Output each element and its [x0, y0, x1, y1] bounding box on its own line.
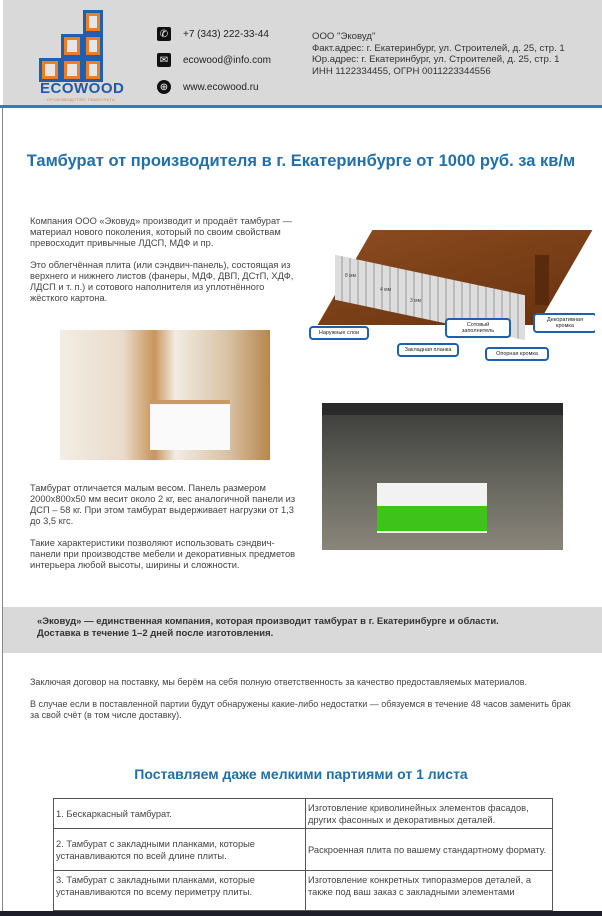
- globe-icon: ⊕: [157, 80, 171, 94]
- logo: [36, 10, 116, 82]
- table-cell: Раскроенная плита по вашему стандартному формату.: [306, 829, 553, 871]
- email-link[interactable]: ecowood@info.com: [183, 54, 271, 66]
- intro-paragraph: Это облегчённая плита (или сэндвич-панель), состоящая из верхнего и нижнего листов (фанеры, МДФ, ДВП, ДСтП, ХДФ, ЛДСП и т. п.) и сотового наполнителя из уплотнённого жёсткого картона.: [30, 260, 294, 303]
- table-cell: 2. Тамбурат с закладными планками, которые устанавливаются по всей длине плиты.: [54, 829, 306, 871]
- guarantee-text: [30, 677, 575, 721]
- table-cell: Изготовление конкретных типоразмеров деталей, а также под ваш заказ с закладными элементами: [306, 871, 553, 911]
- features-text: [30, 483, 302, 571]
- label-decorative-edge: Декоративная кромка: [533, 313, 595, 333]
- contact-website[interactable]: [157, 80, 259, 94]
- company-name: ООО "Эковуд": [312, 31, 376, 42]
- table-row: [54, 829, 553, 871]
- tamburat-diagram: [305, 195, 595, 365]
- company-legal-address: Юр.адрес: г. Екатеринбург, ул. Строителей, д. 25, стр. 1: [312, 54, 560, 65]
- table-row: [54, 799, 553, 829]
- phone-text[interactable]: +7 (343) 222-33-44: [183, 28, 269, 40]
- features-paragraph: Такие характеристики позволяют использовать сэндвич-панели при производстве мебели и декоративных предметов интерьера любой высоты, ширины и сложности.: [30, 538, 296, 570]
- label-outer-layers: Наружные слои: [309, 326, 369, 340]
- company-info: [312, 31, 565, 77]
- company-registration: ИНН 1122334455, ОГРН 0011223344556: [312, 65, 491, 77]
- highlight-line: «Эковуд» — единственная компания, которая производит тамбурат в г. Екатеринбурге и области.: [37, 616, 499, 627]
- label-support-edge: Опорная кромка: [485, 347, 549, 361]
- intro-paragraph: Компания ООО «Эковуд» производит и продаёт тамбурат — материал нового поколения, который по своим свойствам превосходит привычные ЛДСП, МДФ и пр.: [30, 216, 293, 248]
- contact-email[interactable]: [157, 53, 271, 67]
- highlight-line: Доставка в течение 1–2 дней после изготовления.: [37, 628, 274, 639]
- table-cell: Изготовление криволинейных элементов фасадов, других фасонных и декоративных деталей.: [306, 799, 553, 829]
- table-cell: 3. Тамбурат с закладными планками, которые устанавливаются по всему периметру плиты.: [54, 871, 306, 911]
- highlight-text: [37, 616, 499, 640]
- logo-tagline: ПРОИЗВОДСТВО ТАМБУРАТА: [47, 97, 116, 102]
- dim-label: 8 мм: [345, 273, 357, 279]
- mail-icon: ✉: [157, 53, 171, 67]
- table-cell: 1. Бескаркасный тамбурат.: [54, 799, 306, 829]
- contact-phone[interactable]: [157, 27, 269, 41]
- label-honeycomb: Сотовый заполнитель: [445, 318, 511, 338]
- guarantee-paragraph: В случае если в поставленной партии будут обнаружены какие-либо недостатки — обязуемся в течение 48 часов заменить брак за свой счёт (в том числе доставку).: [30, 699, 571, 720]
- header-divider: [0, 105, 602, 108]
- interior-photo-1: [60, 330, 270, 460]
- product-table: [53, 798, 553, 911]
- highlight-band: [3, 607, 602, 653]
- company-actual-address: Факт.адрес: г. Екатеринбург, ул. Строителей, д. 25, стр. 1: [312, 42, 565, 54]
- page-title: Тамбурат от производителя в г. Екатеринбурге от 1000 руб. за кв/м: [26, 152, 576, 170]
- section-subtitle: Поставляем даже мелкими партиями от 1 листа: [134, 766, 468, 782]
- bottom-bar: [0, 911, 602, 916]
- dim-label: 4 мм: [380, 287, 392, 293]
- table-row: [54, 871, 553, 911]
- intro-text: [30, 216, 300, 304]
- features-paragraph: Тамбурат отличается малым весом. Панель размером 2000х800х50 мм весит около 2 кг, вес аналогичной панели из ДСП – 58 кг. При этом тамбурат выдерживает нагрузки от 1,3 до 3,5 кгс.: [30, 483, 296, 526]
- reception-photo: [322, 403, 563, 550]
- page-border: [2, 108, 3, 916]
- phone-icon: ✆: [157, 27, 171, 41]
- logo-text: ECOWOOD: [40, 80, 125, 97]
- dim-label: 3 мм: [410, 298, 422, 304]
- label-insert-strip: Закладная планка: [397, 343, 459, 357]
- guarantee-paragraph: Заключая договор на поставку, мы берём на себя полную ответственность за качество предоставляемых материалов.: [30, 677, 527, 687]
- website-link[interactable]: www.ecowood.ru: [183, 81, 259, 93]
